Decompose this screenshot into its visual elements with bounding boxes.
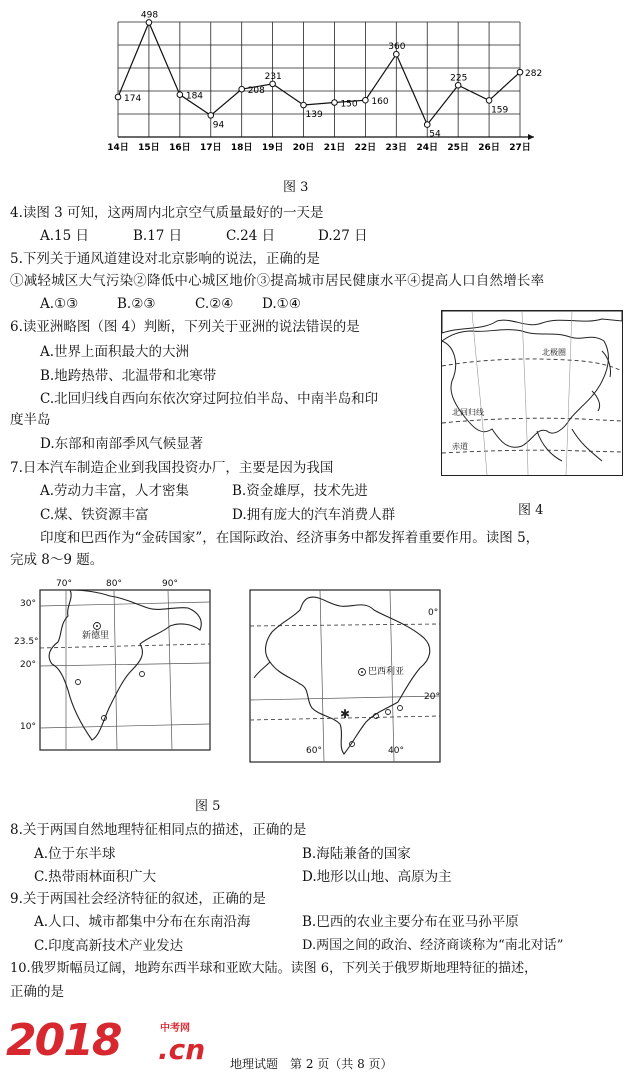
data-point	[332, 100, 338, 106]
data-label: 150	[340, 99, 358, 110]
india-lat-10: 10°	[20, 722, 36, 732]
q4-option-d[interactable]: D.27 日	[318, 228, 368, 244]
x-tick-label: 25日	[447, 143, 469, 153]
q4-stem: 4.读图 3 可知，这两周内北京空气质量最好的一天是	[10, 205, 324, 221]
data-point	[115, 94, 121, 100]
q8-stem: 8.关于两国自然地理特征相同点的描述，正确的是	[10, 822, 307, 838]
data-label: 159	[491, 105, 509, 116]
page-footer: 地理试题 第 2 页（共 8 页）	[230, 1057, 393, 1071]
x-axis-arrow	[528, 134, 534, 140]
brazil-lat-0: 0°	[428, 608, 439, 618]
q9-stem: 9.关于两国社会经济特征的叙述，正确的是	[10, 891, 266, 907]
data-point	[177, 92, 183, 98]
data-point	[146, 20, 152, 26]
data-label: 231	[264, 71, 282, 82]
x-tick-label: 15日	[138, 143, 160, 153]
india-lat-20: 20°	[20, 660, 36, 670]
data-point	[394, 51, 400, 57]
svg-text:✱: ✱	[340, 707, 351, 721]
data-label: 360	[388, 42, 406, 53]
q4-option-c[interactable]: C.24 日	[226, 228, 276, 244]
q8-option-b[interactable]: B.海陆兼备的国家	[302, 846, 411, 862]
q6-option-a[interactable]: A.世界上面积最大的大洲	[40, 344, 190, 360]
fig4-tropic-label: 北回归线	[452, 408, 484, 417]
q5-option-a[interactable]: A.①③	[40, 296, 79, 312]
fig4-equator-label: 赤道	[452, 442, 468, 451]
logo-tag: 中考网	[160, 1023, 190, 1034]
x-tick-label: 26日	[478, 143, 500, 153]
data-point	[517, 69, 523, 75]
x-tick-label: 27日	[509, 143, 531, 153]
q7-option-d[interactable]: D.拥有庞大的汽车消费人群	[232, 507, 396, 523]
site-logo[interactable]	[6, 1015, 236, 1070]
q10-stem: 10.俄罗斯幅员辽阔，地跨东西半球和亚欧大陆。读图 6，下列关于俄罗斯地理特征的描述，	[10, 961, 538, 976]
x-tick-label: 19日	[261, 143, 284, 153]
q4-option-b[interactable]: B.17 日	[133, 228, 183, 244]
q5-option-d[interactable]: D.①④	[262, 296, 301, 312]
data-label: 174	[124, 93, 142, 104]
q8-option-a[interactable]: A.位于东半球	[34, 846, 116, 862]
q6-option-b[interactable]: B.地跨热带、北温带和北寒带	[40, 368, 217, 384]
x-tick-label: 24日	[416, 143, 438, 153]
x-tick-label: 22日	[354, 143, 377, 153]
india-lon-80: 80°	[106, 579, 122, 589]
q9-option-c[interactable]: C.印度高新技术产业发达	[34, 938, 184, 954]
chart-grid	[118, 22, 534, 140]
data-point	[239, 86, 245, 92]
data-label: 94	[212, 120, 225, 131]
q8-option-d[interactable]: D.地形以山地、高原为主	[302, 869, 452, 885]
fig4-asia-map	[441, 310, 623, 476]
data-point	[424, 122, 430, 128]
brazil-capital-label: 巴西利亚	[368, 667, 405, 677]
data-point	[363, 97, 369, 103]
fig4-caption: 图 4	[518, 503, 544, 518]
india-lat-30: 30°	[20, 599, 36, 609]
data-label: 225	[450, 73, 468, 84]
q5-stem: 5.下列关于通风道建设对北京影响的说法，正确的是	[10, 251, 320, 267]
data-label: 498	[140, 10, 159, 21]
q9-option-b[interactable]: B.巴西的农业主要分布在亚马孙平原	[302, 914, 519, 930]
x-tick-label: 23日	[385, 143, 408, 153]
x-tick-label: 16日	[169, 143, 191, 153]
x-tick-label: 18日	[230, 143, 253, 153]
q5-option-c[interactable]: C.②④	[195, 296, 234, 312]
fig5-caption: 图 5	[195, 799, 221, 814]
data-label: 54	[429, 129, 441, 140]
q6-option-c-cont: 度半岛	[10, 412, 51, 428]
data-point	[270, 81, 276, 87]
fig3-line-chart	[100, 0, 543, 160]
q6-option-d[interactable]: D.东部和南部季风气候显著	[40, 436, 204, 452]
q9-option-d[interactable]: D.两国之间的政治、经济商谈称为“南北对话”	[302, 938, 564, 953]
q6-stem: 6.读亚洲略图（图 4）判断，下列关于亚洲的说法错误的是	[10, 319, 360, 335]
fig4-arctic-circle-label: 北极圈	[542, 348, 566, 357]
asia-map-drawing	[442, 311, 622, 475]
q7-stem: 7.日本汽车制造企业到我国投资办厂，主要是因为我国	[10, 460, 334, 476]
brazil-lat-20: 20°	[424, 692, 440, 702]
brazil-lon-60: 60°	[306, 746, 322, 756]
q7-option-b[interactable]: B.资金雄厚，技术先进	[232, 483, 368, 499]
q8-option-c[interactable]: C.热带雨林面积广大	[34, 869, 157, 885]
data-label: 208	[247, 86, 265, 97]
data-point	[208, 113, 214, 119]
data-label: 139	[305, 110, 323, 121]
india-lat-23-5: 23.5°	[14, 637, 39, 647]
q5-items: ①减轻城区大气污染②降低中心城区地价③提高城市居民健康水平④提高人口自然增长率	[10, 273, 545, 289]
x-tick-label: 21日	[323, 143, 346, 153]
q5-option-b[interactable]: B.②③	[117, 296, 156, 312]
fig5-brazil-map	[248, 588, 448, 768]
data-point	[455, 82, 461, 88]
intro-line-1: 印度和巴西作为“金砖国家”，在国际政治、经济事务中都发挥着重要作用。读图 5，	[40, 530, 540, 546]
data-point	[301, 102, 307, 108]
fig3-caption: 图 3	[283, 180, 309, 195]
q7-option-a[interactable]: A.劳动力丰富，人才密集	[40, 483, 190, 499]
india-lon-90: 90°	[162, 579, 178, 589]
intro-line-2: 完成 8～9 题。	[10, 552, 104, 568]
x-tick-label: 14日	[107, 143, 129, 153]
india-lon-70: 70°	[56, 579, 72, 589]
q6-option-c[interactable]: C.北回归线自西向东依次穿过阿拉伯半岛、中南半岛和印	[40, 391, 379, 407]
q7-option-c[interactable]: C.煤、铁资源丰富	[40, 507, 149, 523]
india-capital-label: 新德里	[82, 631, 110, 641]
data-label: 160	[371, 97, 389, 108]
data-label: 184	[185, 91, 204, 102]
x-tick-label: 20日	[292, 143, 315, 153]
data-label: 282	[525, 69, 543, 80]
x-tick-label: 17日	[200, 143, 222, 153]
brazil-lon-40: 40°	[388, 746, 404, 756]
logo-number: 2018	[6, 1015, 121, 1066]
data-point	[486, 98, 492, 104]
q9-option-a[interactable]: A.人口、城市都集中分布在东南沿海	[34, 914, 251, 930]
q10-stem-2: 正确的是	[10, 984, 64, 1000]
logo-domain: .cn	[158, 1033, 206, 1066]
q4-option-a[interactable]: A.15 日	[40, 228, 90, 244]
